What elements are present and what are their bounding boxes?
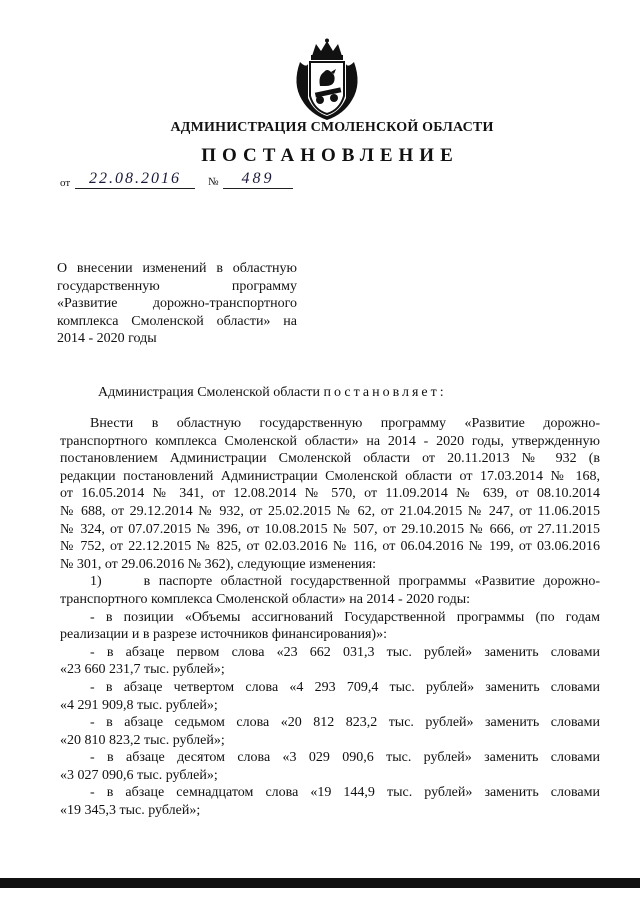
body-line: «19 345,3 тыс. рублей»; — [60, 803, 201, 819]
body-line: «3 027 090,6 тыс. рублей»; — [60, 767, 218, 783]
body-line: транспортного комплекса Смоленской области» на 2014 - 2020 годы: — [60, 591, 471, 607]
subject-line: 2014 - 2020 годы — [57, 331, 157, 346]
body-line: - в позиции «Объемы ассигнований Государственной программы (по годам — [90, 609, 600, 625]
subject-line: «Развитие дорожно-транспортного — [57, 296, 297, 311]
body-line: - в абзаце седьмом слова «20 812 823,2 тыс. рублей» заменить словами — [90, 715, 600, 731]
body-line: «4 291 909,8 тыс. рублей»; — [60, 697, 218, 713]
body-line: «20 810 823,2 тыс. рублей»; — [60, 732, 225, 748]
body-line: от 16.05.2014 № 341, от 12.08.2014 № 570, от 11.09.2014 № 639, от 08.10.2014 — [60, 486, 600, 502]
body-line: Внести в областную государственную программу «Развитие дорожно- — [90, 416, 600, 431]
subject-line: О внесении изменений в областную — [57, 261, 297, 276]
body-line: - в абзаце десятом слова «3 029 090,6 тыс. рублей» заменить словами — [90, 750, 600, 766]
body-line: - в абзаце первом слова «23 662 031,3 тыс. рублей» заменить словами — [90, 644, 600, 660]
scan-bottom-border — [0, 878, 640, 888]
body-line: - в абзаце семнадцатом слова «19 144,9 тыс. рублей» заменить словами — [90, 785, 600, 801]
body-line: постановлением Администрации Смоленской области от 20.11.2013 № 932 (в — [60, 451, 600, 467]
preamble — [98, 385, 447, 401]
body-line: «23 660 231,7 тыс. рублей»; — [60, 662, 225, 678]
number-prefix: № — [208, 176, 219, 188]
body-line: № 752, от 22.12.2015 № 825, от 02.03.2016 № 116, от 06.04.2016 № 199, от 03.06.2016 — [60, 539, 600, 555]
subject-line: государственную программу — [57, 278, 297, 294]
document-number: 489 — [223, 170, 293, 189]
body-line: № 301, от 29.06.2016 № 362), следующие изменения: — [60, 556, 377, 572]
document-type: ПОСТАНОВЛЕНИЕ — [201, 145, 459, 166]
preamble-action: постановляет: — [323, 385, 447, 400]
organization-name: АДМИНИСТРАЦИЯ СМОЛЕНСКОЙ ОБЛАСТИ — [170, 120, 494, 135]
date-number-line — [60, 170, 300, 192]
body-line: транспортного комплекса Смоленской области» на 2014 - 2020 годы, утвержденную — [60, 433, 600, 449]
document-date: 22.08.2016 — [75, 170, 195, 189]
body-line: № 688, от 29.12.2014 № 932, от 25.02.2015 № 62, от 21.04.2015 № 247, от 11.06.2015 — [60, 503, 600, 519]
body-line: редакции постановлений Администрации Смоленской области от 17.03.2014 № 168, — [60, 468, 600, 484]
body-line: № 324, от 07.07.2015 № 396, от 10.08.2015 № 507, от 29.10.2015 № 666, от 27.11.2015 — [60, 521, 600, 537]
preamble-text: Администрация Смоленской области — [98, 385, 321, 400]
date-prefix: от — [60, 177, 71, 189]
body-line: реализации и в разрезе источников финансирования)»: — [60, 627, 387, 643]
document-subject — [57, 260, 297, 348]
body-line: - в абзаце четвертом слова «4 293 709,4 тыс. рублей» заменить словами — [90, 679, 600, 695]
smolensk-coat-of-arms-icon — [290, 38, 364, 122]
document-body — [60, 415, 600, 820]
body-line: 1) в паспорте областной государственной программы «Развитие дорожно- — [90, 574, 600, 590]
subject-line: комплекса Смоленской области» на — [57, 313, 297, 329]
